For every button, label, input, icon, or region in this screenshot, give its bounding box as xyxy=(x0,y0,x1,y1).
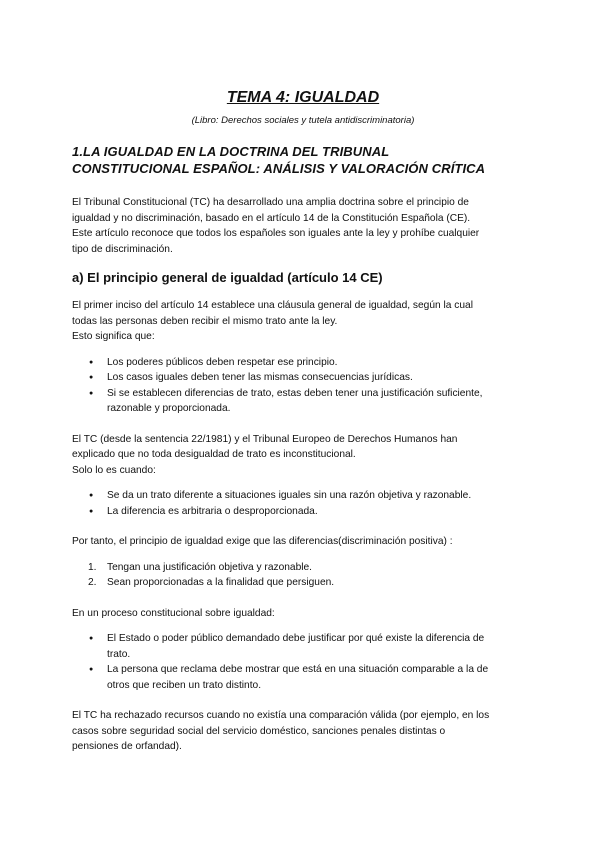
bullet-list xyxy=(72,355,534,417)
intro-paragraph xyxy=(72,195,534,257)
text-line: Este artículo reconoce que todos los españoles son iguales ante la ley y prohíbe cualquier xyxy=(72,228,480,239)
text-line: Esto significa que: xyxy=(72,331,155,342)
paragraph-tc-doctrine xyxy=(72,432,534,479)
list-item: ● Si se establecen diferencias de trato, estas deben tener una justificación suficiente, razonable y proporcionada. xyxy=(72,386,534,417)
paragraph-rejections xyxy=(72,708,534,755)
page-title: TEMA 4: IGUALDAD xyxy=(226,89,380,106)
section-heading xyxy=(72,143,534,177)
text-line: tipo de discriminación. xyxy=(72,243,173,255)
list-item: ● El Estado o poder público demandado debe justificar por qué existe la diferencia de trato. xyxy=(72,631,534,662)
numbered-list xyxy=(72,560,534,591)
book-reference: (Libro: Derechos sociales y tutela antidiscriminatoria) xyxy=(191,115,415,126)
list-item: ● Los casos iguales deben tener las mismas consecuencias jurídicas. xyxy=(72,370,534,386)
list-number: 1. xyxy=(88,561,97,573)
text-line: pensiones de orfandad). xyxy=(72,741,182,752)
list-item: ● La diferencia es arbitraria o desproporcionada. xyxy=(72,504,534,520)
paragraph-principle xyxy=(72,298,534,345)
list-item: ● La persona que reclama debe mostrar que está en una situación comparable a la de otros que reciben un trato distinto. xyxy=(72,662,534,693)
section-heading-line: 1.LA IGUALDAD EN LA DOCTRINA DEL TRIBUNAL xyxy=(72,144,390,159)
list-number: 2. xyxy=(88,577,97,588)
paragraph-process: En un proceso constitucional sobre igualdad: xyxy=(72,607,275,619)
bullet-list xyxy=(72,488,534,519)
text-line: todas las personas deben recibir el mismo trato ante la ley. xyxy=(72,315,338,327)
text-line: Solo lo es cuando: xyxy=(72,464,156,476)
subsection-heading: a) El principio general de igualdad (artículo 14 CE) xyxy=(72,270,383,285)
text-line: El primer inciso del artículo 14 establece una cláusula general de igualdad, según la cual xyxy=(72,300,473,311)
list-item: 2. Sean proporcionadas a la finalidad que persiguen. xyxy=(72,575,534,591)
text-line: igualdad y no discriminación, basado en el artículo 14 de la Constitución Española (CE). xyxy=(72,212,471,224)
section-heading-line: CONSTITUCIONAL ESPAÑOL: ANÁLISIS Y VALORACIÓN CRÍTICA xyxy=(72,161,486,176)
text-line: casos sobre seguridad social del servicio doméstico, sanciones penales distintas o xyxy=(72,725,446,737)
list-item: ● Se da un trato diferente a situaciones iguales sin una razón objetiva y razonable. xyxy=(72,488,534,504)
bullet-list xyxy=(72,631,534,693)
document-page xyxy=(72,88,534,755)
paragraph-requirements: Por tanto, el principio de igualdad exige que las diferencias(discriminación positiva) : xyxy=(72,536,453,547)
text-line: El TC (desde la sentencia 22/1981) y el Tribunal Europeo de Derechos Humanos han xyxy=(72,433,458,445)
text-line: El Tribunal Constitucional (TC) ha desarrollado una amplia doctrina sobre el principio de xyxy=(72,197,469,208)
list-item: ● Los poderes públicos deben respetar ese principio. xyxy=(72,355,534,371)
text-line: El TC ha rechazado recursos cuando no existía una comparación válida (por ejemplo, en los xyxy=(72,710,490,721)
list-item: 1. Tengan una justificación objetiva y razonable. xyxy=(72,560,534,576)
text-line: explicado que no toda desigualdad de trato es inconstitucional. xyxy=(72,449,356,460)
